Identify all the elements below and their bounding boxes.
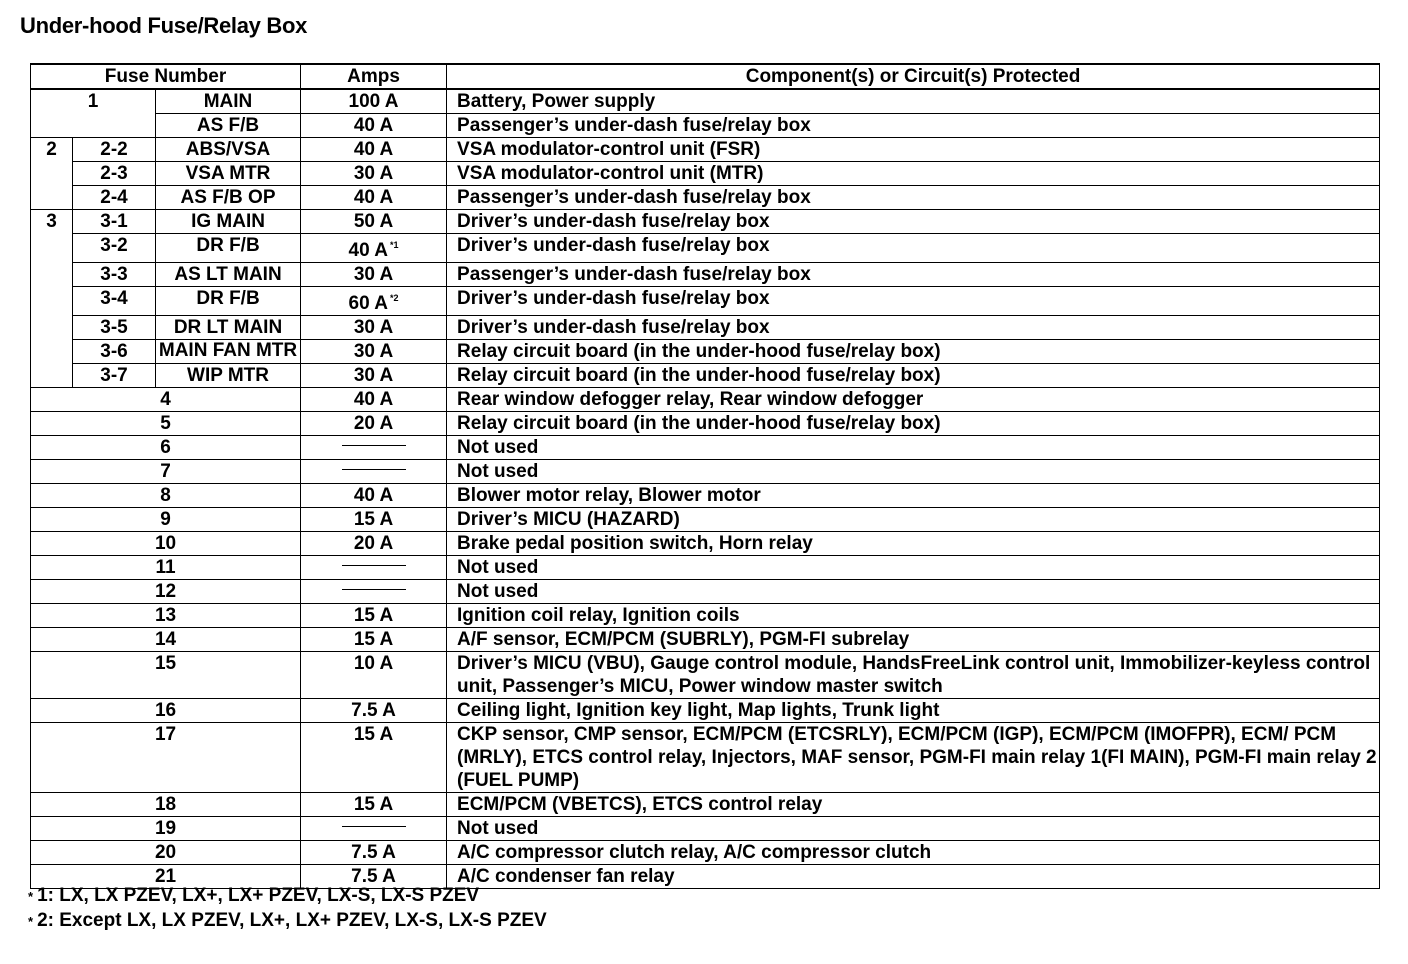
fuse-name: AS F/B OP <box>156 186 301 210</box>
component-desc: Relay circuit board (in the under-hood fuse/relay box) <box>447 364 1380 388</box>
amps-cell <box>301 263 447 287</box>
amps-value: 15 A <box>353 605 394 626</box>
footnote <box>28 909 547 934</box>
fuse-sub-number: 2-4 <box>73 186 156 210</box>
fuse-sub-number: 3-7 <box>73 364 156 388</box>
table-row <box>31 138 1380 162</box>
fuse-sub-number: 3-1 <box>73 210 156 234</box>
fuse-sub-number: 3-5 <box>73 316 156 340</box>
component-desc: Rear window defogger relay, Rear window defogger <box>447 388 1380 412</box>
amps-value: 30 A <box>353 264 394 285</box>
amps-value: 30 A <box>353 365 394 386</box>
amps-cell <box>301 793 447 817</box>
amps-value: 40 A <box>353 187 394 208</box>
amps-value: 50 A <box>353 211 394 232</box>
footnote-ref: *2 <box>389 293 399 303</box>
fuse-number: 4 <box>31 388 301 412</box>
table-row <box>31 162 1380 186</box>
fuse-number: 14 <box>31 628 301 652</box>
fuse-name: DR LT MAIN <box>156 316 301 340</box>
table-row <box>31 364 1380 388</box>
amps-value: 40 A <box>353 139 394 160</box>
fuse-group-number: 2 <box>31 138 73 210</box>
fuse-number: 9 <box>31 508 301 532</box>
amps-cell <box>301 316 447 340</box>
amps-value: 40 A <box>348 240 388 261</box>
fuse-table <box>30 63 1380 889</box>
fuse-sub-number: 3-2 <box>73 234 156 263</box>
component-desc: A/C compressor clutch relay, A/C compressor clutch <box>447 841 1380 865</box>
table-row <box>31 186 1380 210</box>
fuse-name: DR F/B <box>156 234 301 263</box>
not-rated-dash <box>342 469 406 470</box>
fuse-number: 16 <box>31 699 301 723</box>
amps-value: 15 A <box>353 629 394 650</box>
not-rated-dash <box>342 445 406 446</box>
component-desc: VSA modulator-control unit (MTR) <box>447 162 1380 186</box>
amps-cell <box>301 138 447 162</box>
fuse-name: MAIN FAN MTR <box>156 340 301 364</box>
table-row <box>31 412 1380 436</box>
fuse-group-number: 3 <box>31 210 73 388</box>
table-row <box>31 316 1380 340</box>
fuse-name: VSA MTR <box>156 162 301 186</box>
amps-value: 10 A <box>353 653 394 674</box>
component-desc: CKP sensor, CMP sensor, ECM/PCM (ETCSRLY), ECM/PCM (IGP), ECM/PCM (IMOFPR), ECM/ PCM (MRLY), ETCS control relay, Injectors, MAF sensor, PGM-FI main relay 1(FI MAIN), PGM-FI main relay 2 (FUEL PUMP) <box>447 723 1380 793</box>
fuse-number: 6 <box>31 436 301 460</box>
fuse-number: 11 <box>31 556 301 580</box>
component-desc: ECM/PCM (VBETCS), ETCS control relay <box>447 793 1380 817</box>
amps-cell <box>301 628 447 652</box>
table-row <box>31 793 1380 817</box>
fuse-sub-number: 2-3 <box>73 162 156 186</box>
component-desc: Driver’s under-dash fuse/relay box <box>447 316 1380 340</box>
component-desc: Ceiling light, Ignition key light, Map lights, Trunk light <box>447 699 1380 723</box>
component-desc: Driver’s MICU (VBU), Gauge control module, HandsFreeLink control unit, Immobilizer-keyless control unit, Passenger’s MICU, Power window master switch <box>447 652 1380 699</box>
amps-cell <box>301 652 447 699</box>
fuse-name: MAIN <box>156 89 301 114</box>
fuse-number: 21 <box>31 865 301 889</box>
amps-value: 7.5 A <box>351 700 396 721</box>
amps-cell <box>301 436 447 460</box>
header-components: Component(s) or Circuit(s) Protected <box>447 64 1380 89</box>
table-row <box>31 580 1380 604</box>
amps-value: 40 A <box>353 115 394 136</box>
component-desc: Not used <box>447 817 1380 841</box>
component-desc: Driver’s MICU (HAZARD) <box>447 508 1380 532</box>
header-fuse-number: Fuse Number <box>31 64 301 89</box>
component-desc: A/F sensor, ECM/PCM (SUBRLY), PGM-FI subrelay <box>447 628 1380 652</box>
component-desc: Blower motor relay, Blower motor <box>447 484 1380 508</box>
fuse-number: 7 <box>31 460 301 484</box>
table-row <box>31 287 1380 316</box>
amps-cell <box>301 460 447 484</box>
table-row <box>31 817 1380 841</box>
fuse-number: 5 <box>31 412 301 436</box>
fuse-number: 10 <box>31 532 301 556</box>
fuse-number: 19 <box>31 817 301 841</box>
fuse-sub-number: 3-3 <box>73 263 156 287</box>
footnote-text: 2: Except LX, LX PZEV, LX+, LX+ PZEV, LX-S, LX-S PZEV <box>37 910 547 931</box>
fuse-number: 13 <box>31 604 301 628</box>
fuse-sub-number: 3-4 <box>73 287 156 316</box>
amps-cell <box>301 287 447 316</box>
amps-cell <box>301 114 447 138</box>
amps-cell <box>301 580 447 604</box>
table-body <box>31 89 1380 889</box>
amps-value: 30 A <box>353 163 394 184</box>
footnote-mark: * <box>28 889 34 904</box>
not-rated-dash <box>342 565 406 566</box>
amps-cell <box>301 841 447 865</box>
amps-cell <box>301 723 447 793</box>
not-rated-dash <box>342 826 406 827</box>
table-row <box>31 89 1380 114</box>
component-desc: Passenger’s under-dash fuse/relay box <box>447 186 1380 210</box>
footnote <box>28 884 547 909</box>
component-desc: A/C condenser fan relay <box>447 865 1380 889</box>
not-rated-dash <box>342 589 406 590</box>
component-desc: Not used <box>447 580 1380 604</box>
table-row <box>31 436 1380 460</box>
table-header-row <box>31 64 1380 89</box>
component-desc: Driver’s under-dash fuse/relay box <box>447 287 1380 316</box>
table-row <box>31 604 1380 628</box>
table-row <box>31 484 1380 508</box>
table-row <box>31 114 1380 138</box>
table-row <box>31 652 1380 699</box>
fuse-number: 8 <box>31 484 301 508</box>
amps-cell <box>301 532 447 556</box>
amps-value: 7.5 A <box>351 842 396 863</box>
fuse-sub-number: 2-2 <box>73 138 156 162</box>
amps-cell <box>301 556 447 580</box>
amps-value: 30 A <box>353 317 394 338</box>
component-desc: Ignition coil relay, Ignition coils <box>447 604 1380 628</box>
footnote-mark: * <box>28 914 34 929</box>
table-row <box>31 628 1380 652</box>
amps-cell <box>301 234 447 263</box>
amps-value: 40 A <box>353 389 394 410</box>
amps-cell <box>301 210 447 234</box>
amps-cell <box>301 484 447 508</box>
amps-value: 7.5 A <box>351 866 396 887</box>
amps-value: 60 A <box>348 293 388 314</box>
component-desc: Battery, Power supply <box>447 89 1380 114</box>
table-row <box>31 388 1380 412</box>
table-row <box>31 723 1380 793</box>
amps-cell <box>301 364 447 388</box>
fuse-number: 15 <box>31 652 301 699</box>
component-desc: Driver’s under-dash fuse/relay box <box>447 234 1380 263</box>
component-desc: Not used <box>447 460 1380 484</box>
component-desc: Passenger’s under-dash fuse/relay box <box>447 114 1380 138</box>
amps-value: 100 A <box>348 91 399 112</box>
fuse-name: WIP MTR <box>156 364 301 388</box>
table-row <box>31 340 1380 364</box>
table-row <box>31 234 1380 263</box>
amps-cell <box>301 699 447 723</box>
table-row <box>31 210 1380 234</box>
fuse-name: AS F/B <box>156 114 301 138</box>
amps-cell <box>301 508 447 532</box>
fuse-number: 17 <box>31 723 301 793</box>
component-desc: Not used <box>447 436 1380 460</box>
amps-value: 40 A <box>353 485 394 506</box>
component-desc: Passenger’s under-dash fuse/relay box <box>447 263 1380 287</box>
footnote-text: 1: LX, LX PZEV, LX+, LX+ PZEV, LX-S, LX-S PZEV <box>37 885 480 906</box>
component-desc: Driver’s under-dash fuse/relay box <box>447 210 1380 234</box>
fuse-sub-number: 3-6 <box>73 340 156 364</box>
amps-value: 20 A <box>353 533 394 554</box>
amps-value: 15 A <box>353 724 394 745</box>
table-row <box>31 263 1380 287</box>
table-row <box>31 556 1380 580</box>
component-desc: Relay circuit board (in the under-hood fuse/relay box) <box>447 340 1380 364</box>
component-desc: Relay circuit board (in the under-hood fuse/relay box) <box>447 412 1380 436</box>
fuse-number: 12 <box>31 580 301 604</box>
fuse-name: DR F/B <box>156 287 301 316</box>
fuse-name: IG MAIN <box>156 210 301 234</box>
page-title: Under-hood Fuse/Relay Box <box>20 13 308 38</box>
table-row <box>31 508 1380 532</box>
fuse-name: ABS/VSA <box>156 138 301 162</box>
amps-cell <box>301 817 447 841</box>
amps-cell <box>301 89 447 114</box>
header-amps: Amps <box>301 64 447 89</box>
amps-cell <box>301 162 447 186</box>
component-desc: Brake pedal position switch, Horn relay <box>447 532 1380 556</box>
table-row <box>31 532 1380 556</box>
fuse-group-number: 1 <box>31 89 156 138</box>
amps-value: 20 A <box>353 413 394 434</box>
table-row <box>31 460 1380 484</box>
amps-cell <box>301 412 447 436</box>
footnotes <box>28 884 547 934</box>
component-desc: VSA modulator-control unit (FSR) <box>447 138 1380 162</box>
amps-cell <box>301 604 447 628</box>
fuse-name: AS LT MAIN <box>156 263 301 287</box>
fuse-number: 18 <box>31 793 301 817</box>
amps-cell <box>301 340 447 364</box>
footnote-ref: *1 <box>389 240 399 250</box>
table-row <box>31 841 1380 865</box>
fuse-number: 20 <box>31 841 301 865</box>
table-row <box>31 699 1380 723</box>
amps-value: 15 A <box>353 794 394 815</box>
amps-cell <box>301 388 447 412</box>
component-desc: Not used <box>447 556 1380 580</box>
amps-value: 15 A <box>353 509 394 530</box>
amps-cell <box>301 186 447 210</box>
amps-value: 30 A <box>353 341 394 362</box>
